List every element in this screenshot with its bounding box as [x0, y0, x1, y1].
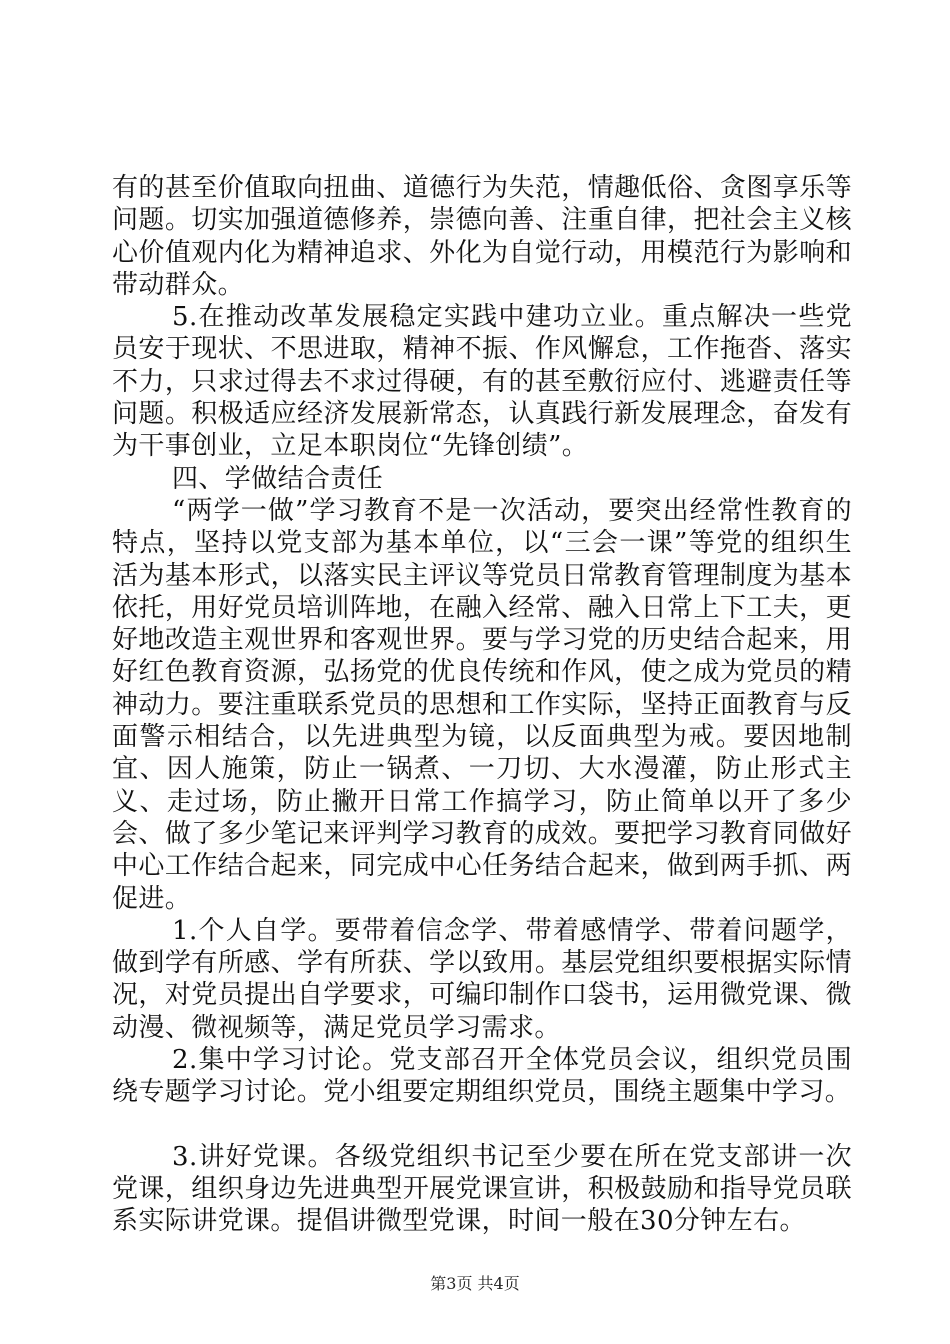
document-body	[112, 172, 852, 1238]
paragraph-item-3: 3.讲好党课。各级党组织书记至少要在所在党支部讲一次党课，组织身边先进典型开展党课宣讲，积极鼓励和指导党员联系实际讲党课。提倡讲微型党课，时间一般在30分钟左右。	[112, 1141, 852, 1237]
paragraph-item-1: 1.个人自学。要带着信念学、带着感情学、带着问题学，做到学有所感、学有所获、学以致用。基层党组织要根据实际情况，对党员提出自学要求，可编印制作口袋书，运用微党课、微动漫、微视频等，满足党员学习需求。	[112, 915, 852, 1043]
page-footer: 第3页 共4页	[430, 1274, 520, 1293]
paragraph-gap	[112, 1109, 852, 1141]
paragraph-continuation: 有的甚至价值取向扭曲、道德行为失范，情趣低俗、贪图享乐等问题。切实加强道德修养，崇德向善、注重自律，把社会主义核心价值观内化为精神追求、外化为自觉行动，用模范行为影响和带动群众。	[112, 173, 852, 300]
paragraph-section-body: “两学一做”学习教育不是一次活动，要突出经常性教育的特点，坚持以党支部为基本单位，以“三会一课”等党的组织生活为基本形式，以落实民主评议等党员日常教育管理制度为基本依托，用好党员培训阵地，在融入经常、融入日常上下工夫，更好地改造主观世界和客观世界。要与学习党的历史结合起来，用好红色教育资源，弘扬党的优良传统和作风，使之成为党员的精神动力。要注重联系党员的思想和工作实际，坚持正面教育与反面警示相结合，以先进典型为镜，以反面典型为戒。要因地制宜、因人施策，防止一锅煮、一刀切、大水漫灌，防止形式主义、走过场，防止撇开日常工作搞学习，防止简单以开了多少会、做了多少笔记来评判学习教育的成效。要把学习教育同做好中心工作结合起来，同完成中心任务结合起来，做到两手抓、两促进。	[112, 495, 852, 914]
paragraph-item-5: 5.在推动改革发展稳定实践中建功立业。重点解决一些党员安于现状、不思进取，精神不振、作风懈怠，工作拖沓、落实不力，只求过得去不求过得硬，有的甚至敷衍应付、逃避责任等问题。积极适应经济发展新常态，认真践行新发展理念，奋发有为干事创业，立足本职岗位“先锋创绩”。	[112, 302, 852, 462]
paragraph-item-2: 2.集中学习讨论。党支部召开全体党员会议，组织党员围绕专题学习讨论。党小组要定期组织党员，围绕主题集中学习。	[112, 1045, 852, 1108]
section-heading: 四、学做结合责任	[172, 463, 384, 494]
